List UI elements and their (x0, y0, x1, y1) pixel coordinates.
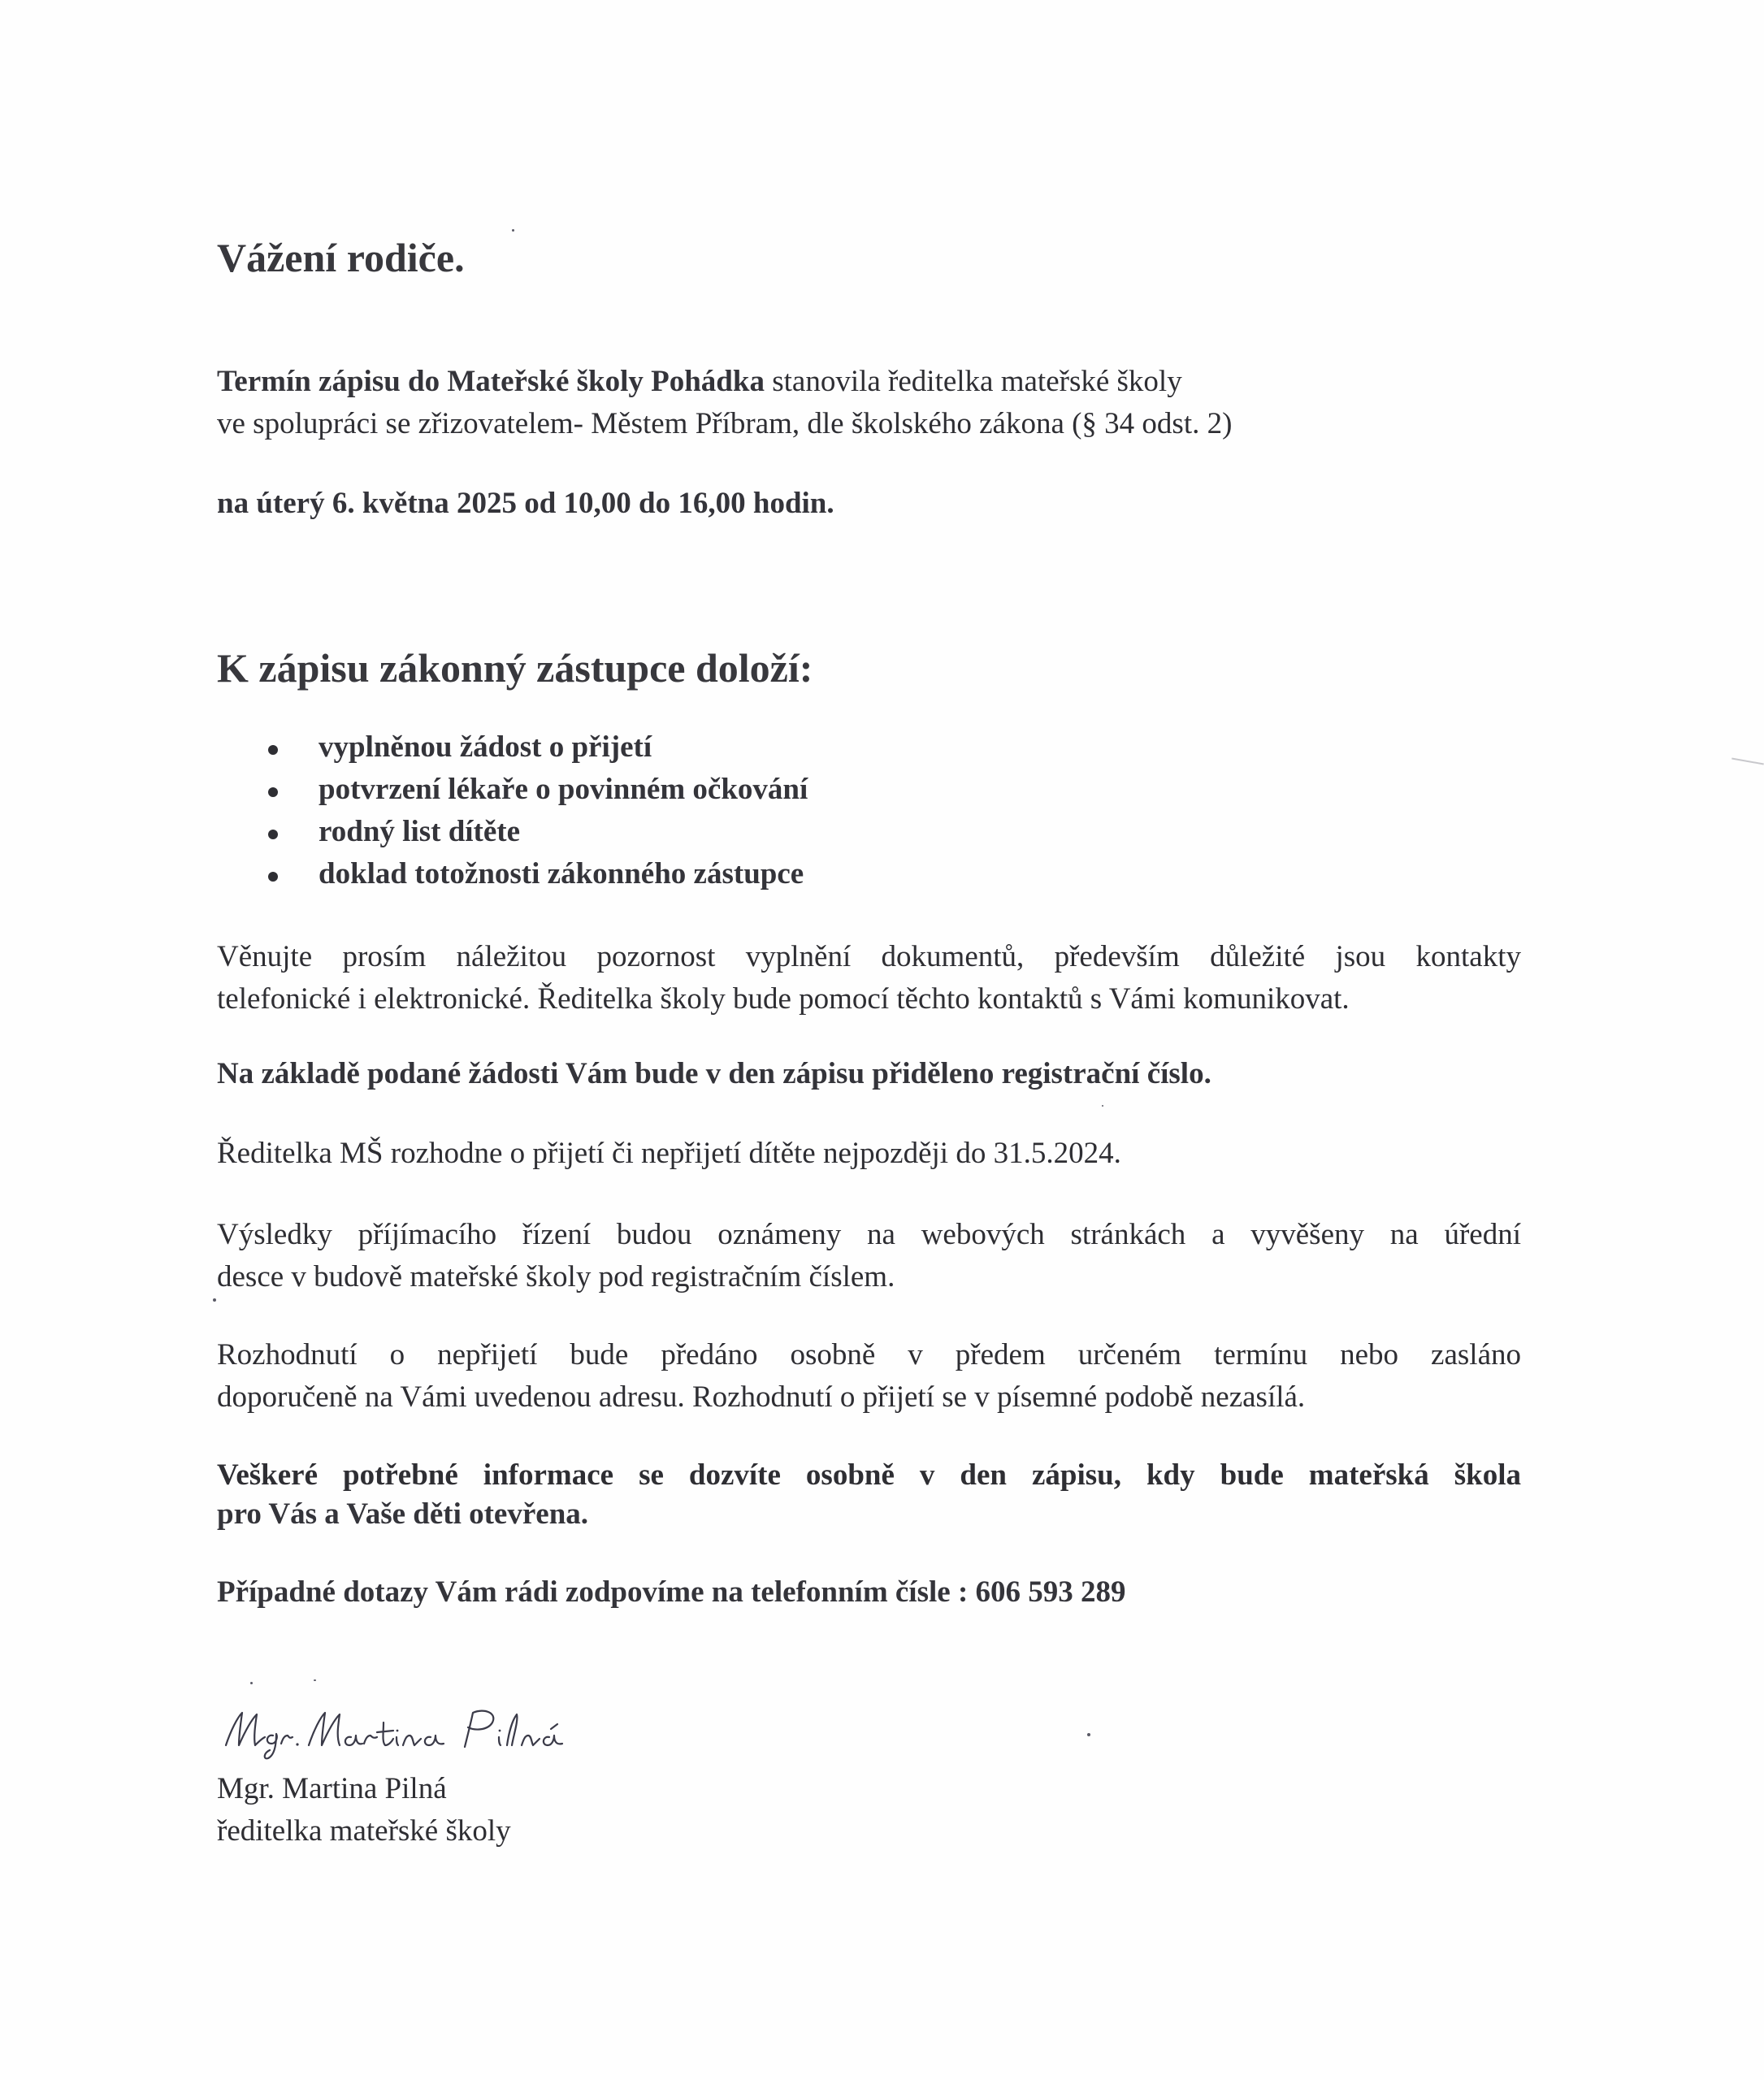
scan-speck (512, 229, 514, 232)
signer-name: Mgr. Martina Pilná (217, 1772, 447, 1805)
bullet-icon (268, 830, 278, 839)
list-item-label: vyplněnou žádost o přijetí (319, 730, 652, 764)
rejection-paragraph-line-2: doporučeně na Vámi uvedenou adresu. Rozhodnutí o přijetí se v písemné podobě nezasílá. (217, 1380, 1306, 1414)
rejection-paragraph-line-1: Rozhodnutí o nepřijetí bude předáno osobně v předem určeném termínu nebo zasláno (217, 1338, 1521, 1372)
scan-speck (213, 1298, 216, 1302)
list-item (217, 856, 808, 899)
attention-paragraph-line-1: Věnujte prosím náležitou pozornost vyplnění dokumentů, především důležité jsou kontakty (217, 940, 1521, 973)
intro-paragraph-line-2: ve spolupráci se zřizovatelem- Městem Příbram, dle školského zákona (§ 34 odst. 2) (217, 407, 1233, 440)
registration-number-line: Na základě podané žádosti Vám bude v den zápisu přiděleno registrační číslo. (217, 1057, 1211, 1090)
list-item (217, 772, 808, 814)
list-item-label: potvrzení lékaře o povinném očkování (319, 773, 808, 806)
list-item (217, 730, 808, 772)
documents-list (217, 730, 808, 899)
decision-deadline-line: Ředitelka MŠ rozhodne o přijetí či nepřijetí dítěte nejpozději do 31.5.2024. (217, 1137, 1121, 1170)
scan-speck (1102, 1105, 1103, 1107)
attention-paragraph-line-2: telefonické i elektronické. Ředitelka školy bude pomocí těchto kontaktů s Vámi komunikovat. (217, 982, 1350, 1016)
documents-heading: K zápisu zákonný zástupce doloží: (217, 645, 813, 691)
intro-paragraph-line-1 (217, 364, 1182, 399)
results-paragraph-line-1: Výsledky příjímacího řízení budou oznámeny na webových stránkách a vyvěšeny na úřední (217, 1218, 1521, 1251)
scan-speck (250, 1682, 253, 1684)
bullet-icon (268, 745, 278, 755)
scan-edge-mark (1731, 758, 1764, 765)
greeting-heading: Vážení rodiče. (217, 235, 465, 280)
registration-date-line: na úterý 6. května 2025 od 10,00 do 16,00 hodin. (217, 487, 834, 520)
bullet-icon (268, 787, 278, 797)
list-item-label: doklad totožnosti zákonného zástupce (319, 857, 804, 890)
info-paragraph-line-1: Veškeré potřebné informace se dozvíte osobně v den zápisu, kdy bude mateřská škola (217, 1458, 1521, 1492)
scan-speck (314, 1679, 316, 1681)
results-paragraph-line-2: desce v budově mateřské školy pod registračním číslem. (217, 1260, 895, 1294)
list-item (217, 814, 808, 856)
info-paragraph-line-2: pro Vás a Vaše děti otevřena. (217, 1497, 589, 1531)
signer-title: ředitelka mateřské školy (217, 1814, 511, 1848)
handwritten-signature (221, 1698, 587, 1763)
intro-rest-text: stanovila ředitelka mateřské školy (764, 365, 1182, 398)
list-item-label: rodný list dítěte (319, 815, 521, 848)
contact-phone-line: Případné dotazy Vám rádi zodpovíme na telefonním čísle : 606 593 289 (217, 1575, 1126, 1609)
intro-bold-text: Termín zápisu do Mateřské školy Pohádka (217, 365, 765, 398)
scan-speck (1087, 1733, 1090, 1736)
bullet-icon (268, 872, 278, 882)
